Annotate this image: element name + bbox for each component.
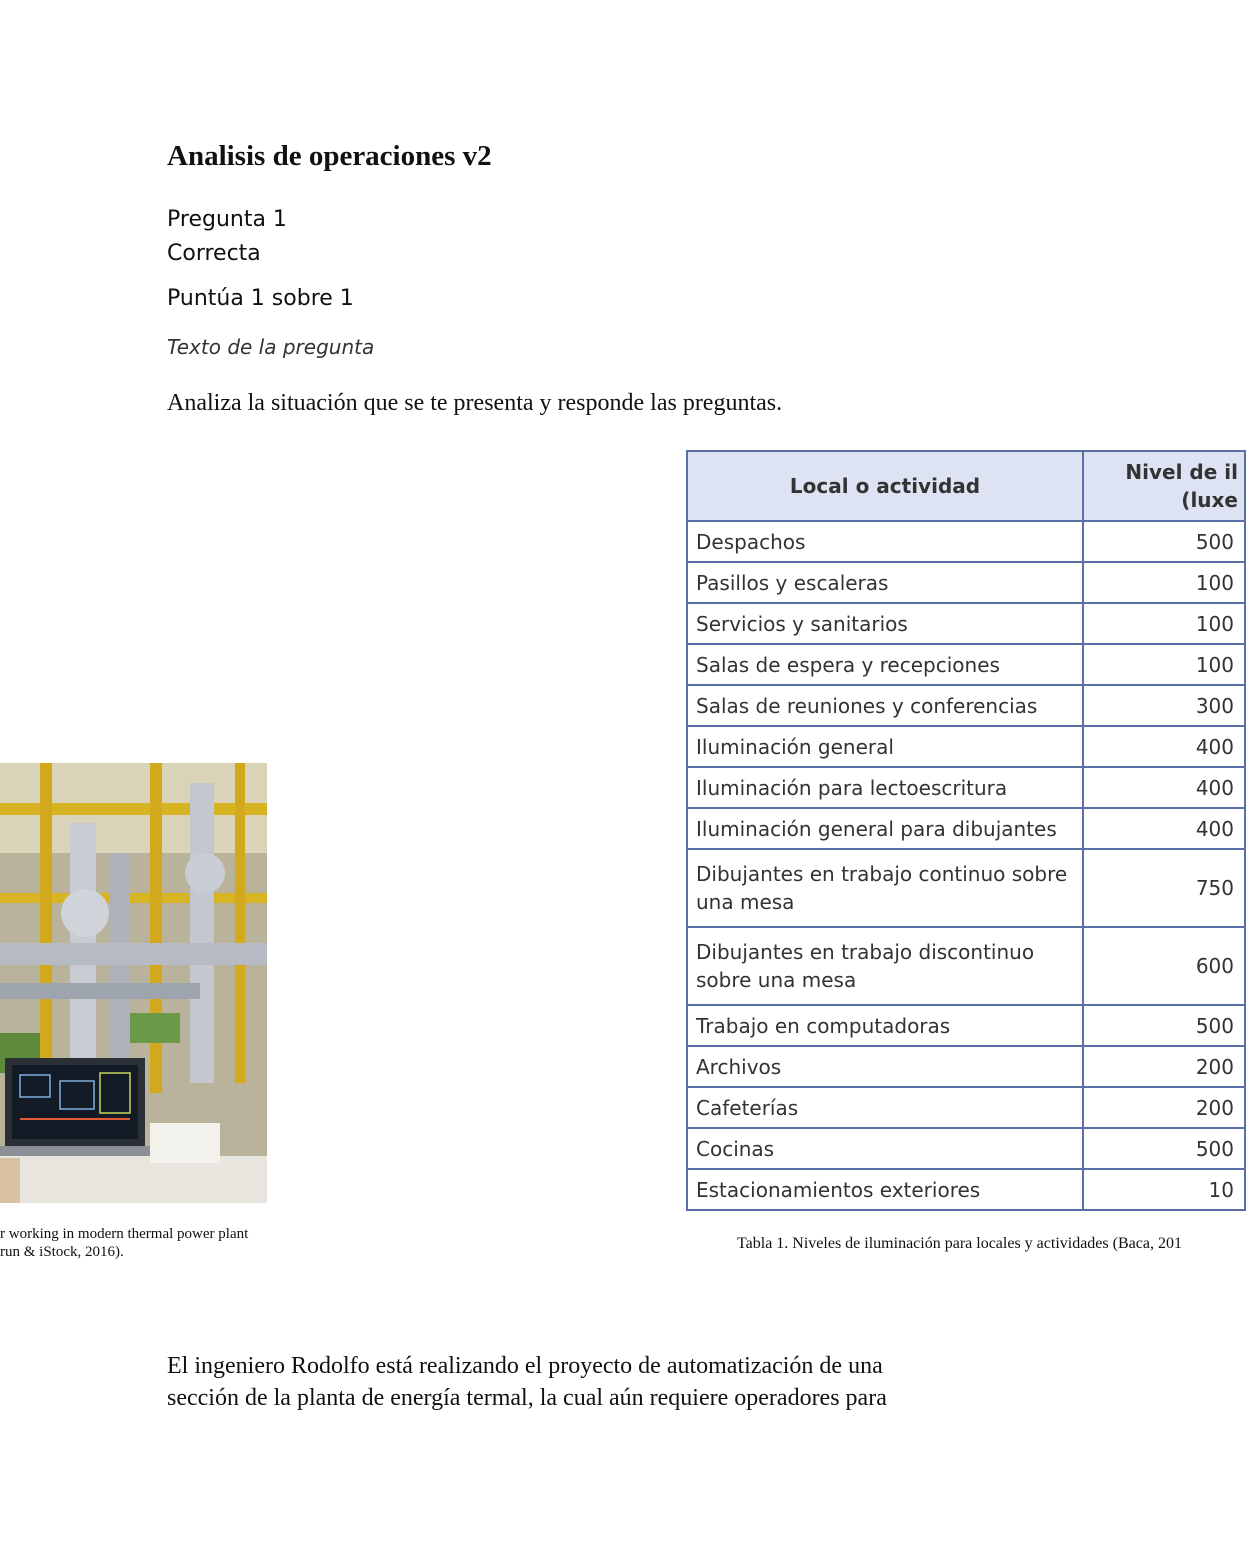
cell-local: Archivos	[687, 1046, 1083, 1087]
cell-local: Trabajo en computadoras	[687, 1005, 1083, 1046]
cell-local: Iluminación general	[687, 726, 1083, 767]
cell-local: Salas de reuniones y conferencias	[687, 685, 1083, 726]
cell-nivel: 500	[1083, 521, 1245, 562]
table-caption: Tabla 1. Niveles de iluminación para locales y actividades (Baca, 201	[737, 1235, 1182, 1252]
table-row	[687, 644, 1245, 685]
question-status: Correcta	[167, 241, 261, 266]
photo-caption	[0, 1225, 248, 1261]
illumination-table-container	[686, 450, 1238, 1202]
illumination-table	[686, 450, 1246, 1211]
table-row	[687, 849, 1245, 927]
table-row	[687, 1046, 1245, 1087]
column-header-local: Local o actividad	[687, 451, 1083, 521]
photo-caption-line: r working in modern thermal power plant	[0, 1226, 249, 1242]
cell-nivel: 500	[1083, 1005, 1245, 1046]
cell-local: Iluminación general para dibujantes	[687, 808, 1083, 849]
page-title: Analisis de operaciones v2	[167, 140, 492, 172]
question-number: Pregunta 1	[167, 207, 287, 232]
question-score: Puntúa 1 sobre 1	[167, 286, 354, 311]
cell-local: Estacionamientos exteriores	[687, 1169, 1083, 1210]
table-header-row	[687, 451, 1245, 521]
cell-local: Cocinas	[687, 1128, 1083, 1169]
cell-local: Cafeterías	[687, 1087, 1083, 1128]
column-header-nivel-line1: Nivel de il	[1125, 460, 1238, 484]
table-row	[687, 1169, 1245, 1210]
photo-caption-line: run & iStock, 2016).	[0, 1244, 124, 1260]
cell-local: Dibujantes en trabajo continuo sobre una mesa	[687, 849, 1083, 927]
paragraph-line: sección de la planta de energía termal, la cual aún requiere operadores para	[167, 1385, 887, 1411]
table-row	[687, 1087, 1245, 1128]
cell-nivel: 400	[1083, 767, 1245, 808]
table-row	[687, 808, 1245, 849]
power-plant-photo	[0, 763, 267, 1203]
cell-nivel: 100	[1083, 603, 1245, 644]
table-row	[687, 726, 1245, 767]
instruction-text: Analiza la situación que se te presenta y responde las preguntas.	[167, 390, 783, 416]
cell-nivel: 400	[1083, 808, 1245, 849]
table-row	[687, 521, 1245, 562]
question-text-label: Texto de la pregunta	[167, 335, 375, 359]
cell-local: Pasillos y escaleras	[687, 562, 1083, 603]
cell-nivel: 100	[1083, 562, 1245, 603]
table-row	[687, 603, 1245, 644]
paragraph-line: El ingeniero Rodolfo está realizando el proyecto de automatización de una	[167, 1353, 883, 1379]
column-header-nivel-line2: (luxe	[1181, 488, 1238, 512]
cell-local: Iluminación para lectoescritura	[687, 767, 1083, 808]
cell-nivel: 10	[1083, 1169, 1245, 1210]
cell-nivel: 200	[1083, 1046, 1245, 1087]
table-row	[687, 1128, 1245, 1169]
table-row	[687, 927, 1245, 1005]
cell-nivel: 300	[1083, 685, 1245, 726]
cell-local: Servicios y sanitarios	[687, 603, 1083, 644]
cell-nivel: 400	[1083, 726, 1245, 767]
cell-nivel: 750	[1083, 849, 1245, 927]
cell-nivel: 200	[1083, 1087, 1245, 1128]
cell-local: Dibujantes en trabajo discontinuo sobre una mesa	[687, 927, 1083, 1005]
table-row	[687, 562, 1245, 603]
cell-local: Salas de espera y recepciones	[687, 644, 1083, 685]
column-header-nivel	[1083, 451, 1245, 521]
cell-local: Despachos	[687, 521, 1083, 562]
cell-nivel: 500	[1083, 1128, 1245, 1169]
cell-nivel: 100	[1083, 644, 1245, 685]
table-row	[687, 1005, 1245, 1046]
question-header	[167, 203, 287, 271]
table-row	[687, 685, 1245, 726]
cell-nivel: 600	[1083, 927, 1245, 1005]
body-paragraph	[167, 1350, 1067, 1414]
table-row	[687, 767, 1245, 808]
